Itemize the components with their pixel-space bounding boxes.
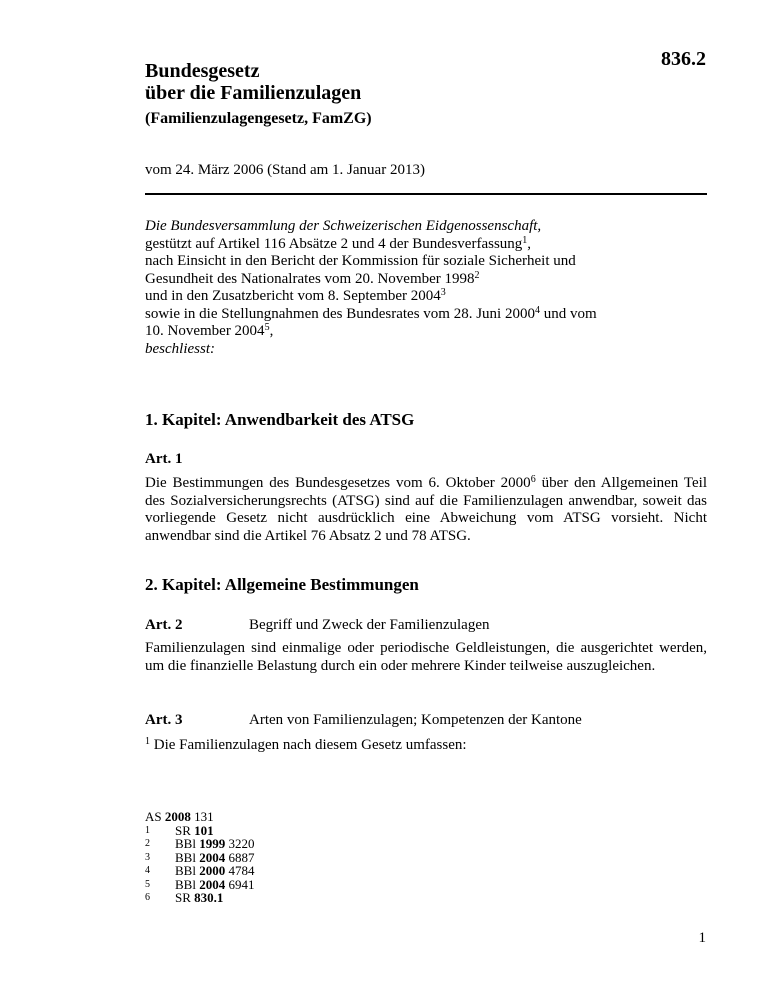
footnote-text bbox=[175, 864, 254, 878]
footnote-ref[interactable]: 4 bbox=[534, 304, 540, 316]
footnote-text: 6887 bbox=[225, 849, 255, 865]
footnote-text: SR bbox=[175, 822, 195, 838]
footnote-text: BBl bbox=[175, 836, 200, 851]
preamble-line bbox=[145, 306, 707, 324]
art-3-heading bbox=[145, 712, 582, 729]
footnote-ref[interactable]: 1 bbox=[522, 234, 528, 246]
footnote-number: 5 bbox=[145, 878, 150, 890]
article-number: Art. 3 bbox=[145, 712, 183, 728]
footnote-text: BBl bbox=[175, 876, 200, 892]
preamble-text: gestützt auf Artikel 116 Absätze 2 und 4 der Bundesverfassung bbox=[145, 235, 523, 252]
footnote-text bbox=[175, 824, 214, 838]
footnotes bbox=[145, 810, 254, 905]
page-number: 1 bbox=[698, 930, 706, 946]
header-divider bbox=[145, 193, 707, 195]
law-title-line2: über die Familienzulagen bbox=[145, 82, 362, 104]
preamble-text: und vom bbox=[539, 305, 597, 322]
official-collection-ref bbox=[145, 810, 254, 824]
footnote-item bbox=[145, 851, 254, 865]
art-3-text bbox=[145, 737, 707, 755]
footnote-text bbox=[175, 851, 254, 865]
footnote-text: 2008 bbox=[164, 809, 191, 824]
preamble-line bbox=[145, 288, 707, 306]
footnote-text: 131 bbox=[190, 809, 214, 824]
footnote-number: 3 bbox=[145, 851, 150, 863]
footnote-text: 4784 bbox=[225, 863, 255, 878]
footnote-text: 2004 bbox=[199, 849, 226, 865]
chapter-2-title: 2. Kapitel: Allgemeine Bestimmungen bbox=[145, 575, 419, 594]
preamble-text: Gesundheit des Nationalrates vom 20. November 1998 bbox=[145, 270, 475, 287]
preamble-text: , bbox=[527, 235, 532, 252]
preamble-line: nach Einsicht in den Bericht der Kommission für soziale Sicherheit und bbox=[145, 253, 576, 269]
footnote-text: BBl bbox=[175, 849, 200, 865]
footnote-ref[interactable]: 3 bbox=[440, 287, 446, 298]
art-2-heading bbox=[145, 617, 489, 634]
article-text: über den Allgemeinen Teil des Sozialversicherungsrechts (ATSG) sind auf die Familienzulagen anwendbar, soweit das vorliegende Gesetz nicht ausdrücklich eine Abweichung vom ATSG vorsieht. Nicht anwendbar sind die Artikel 76 Absatz 2 und 78 ATSG. bbox=[145, 475, 707, 544]
footnote-ref[interactable]: 2 bbox=[474, 269, 480, 281]
footnote-text bbox=[175, 878, 254, 892]
preamble-text: und in den Zusatzbericht vom 8. September 2004 bbox=[145, 288, 441, 304]
article-text: Die Bestimmungen des Bundesgesetzes vom 6. Oktober 2000 bbox=[145, 475, 531, 491]
footnote-text: AS bbox=[145, 809, 165, 824]
footnote-text: 1999 bbox=[199, 836, 226, 851]
preamble-line bbox=[145, 236, 707, 254]
preamble-text: sowie in die Stellungnahmen des Bundesrates vom 28. Juni 2000 bbox=[145, 305, 535, 322]
enactment-date: vom 24. März 2006 (Stand am 1. Januar 2013) bbox=[145, 162, 425, 178]
footnote-item bbox=[145, 878, 254, 892]
art-2-text: Familienzulagen sind einmalige oder periodische Geldleistungen, die ausgerichtet werden, um die finanzielle Belastung durch ein oder mehrere Kinder teilweise auszugleichen. bbox=[145, 640, 707, 674]
preamble-intro: Die Bundesversammlung der Schweizerischen Eidgenossenschaft, bbox=[145, 218, 542, 234]
footnote-text: 3220 bbox=[225, 836, 255, 851]
article-heading: Begriff und Zweck der Familienzulagen bbox=[249, 617, 490, 633]
footnote-text: 6941 bbox=[225, 876, 255, 892]
footnote-item bbox=[145, 864, 254, 878]
footnote-number: 2 bbox=[145, 838, 150, 849]
footnote-text bbox=[175, 837, 254, 851]
paragraph-number: 1 bbox=[145, 736, 150, 747]
chapter-1-title: 1. Kapitel: Anwendbarkeit des ATSG bbox=[145, 410, 415, 429]
art-1-text bbox=[145, 475, 707, 545]
footnote-ref[interactable]: 6 bbox=[530, 474, 536, 485]
art-1-heading bbox=[145, 451, 249, 468]
article-text: Die Familienzulagen nach diesem Gesetz umfassen: bbox=[150, 737, 467, 753]
footnote-number: 4 bbox=[145, 865, 150, 876]
footnote-text: 2000 bbox=[199, 863, 226, 878]
preamble-text: 10. November 2004 bbox=[145, 323, 265, 339]
short-title: (Familienzulagengesetz, FamZG) bbox=[145, 110, 372, 127]
sr-number: 836.2 bbox=[661, 48, 706, 70]
footnote-number: 6 bbox=[145, 892, 150, 903]
preamble bbox=[145, 218, 707, 358]
preamble-text: , bbox=[269, 323, 274, 339]
footnote-text: 830.1 bbox=[194, 890, 224, 905]
footnote-ref[interactable]: 5 bbox=[264, 322, 270, 333]
preamble-line bbox=[145, 271, 707, 289]
footnote-text: BBl bbox=[175, 863, 200, 878]
footnote-number: 1 bbox=[145, 824, 150, 836]
footnote-text: 101 bbox=[194, 822, 214, 838]
article-number: Art. 1 bbox=[145, 451, 183, 467]
preamble-line bbox=[145, 323, 707, 341]
article-number: Art. 2 bbox=[145, 617, 183, 633]
article-heading: Arten von Familienzulagen; Kompetenzen der Kantone bbox=[249, 712, 582, 728]
law-title bbox=[145, 60, 361, 104]
footnote-text bbox=[175, 891, 223, 905]
preamble-closing: beschliesst: bbox=[145, 340, 215, 357]
footnote-item bbox=[145, 837, 254, 851]
footnote-text: 2004 bbox=[199, 876, 226, 892]
footnote-item bbox=[145, 824, 254, 838]
law-title-line1: Bundesgesetz bbox=[145, 60, 260, 82]
footnote-item bbox=[145, 891, 254, 905]
footnote-text: SR bbox=[175, 890, 195, 905]
